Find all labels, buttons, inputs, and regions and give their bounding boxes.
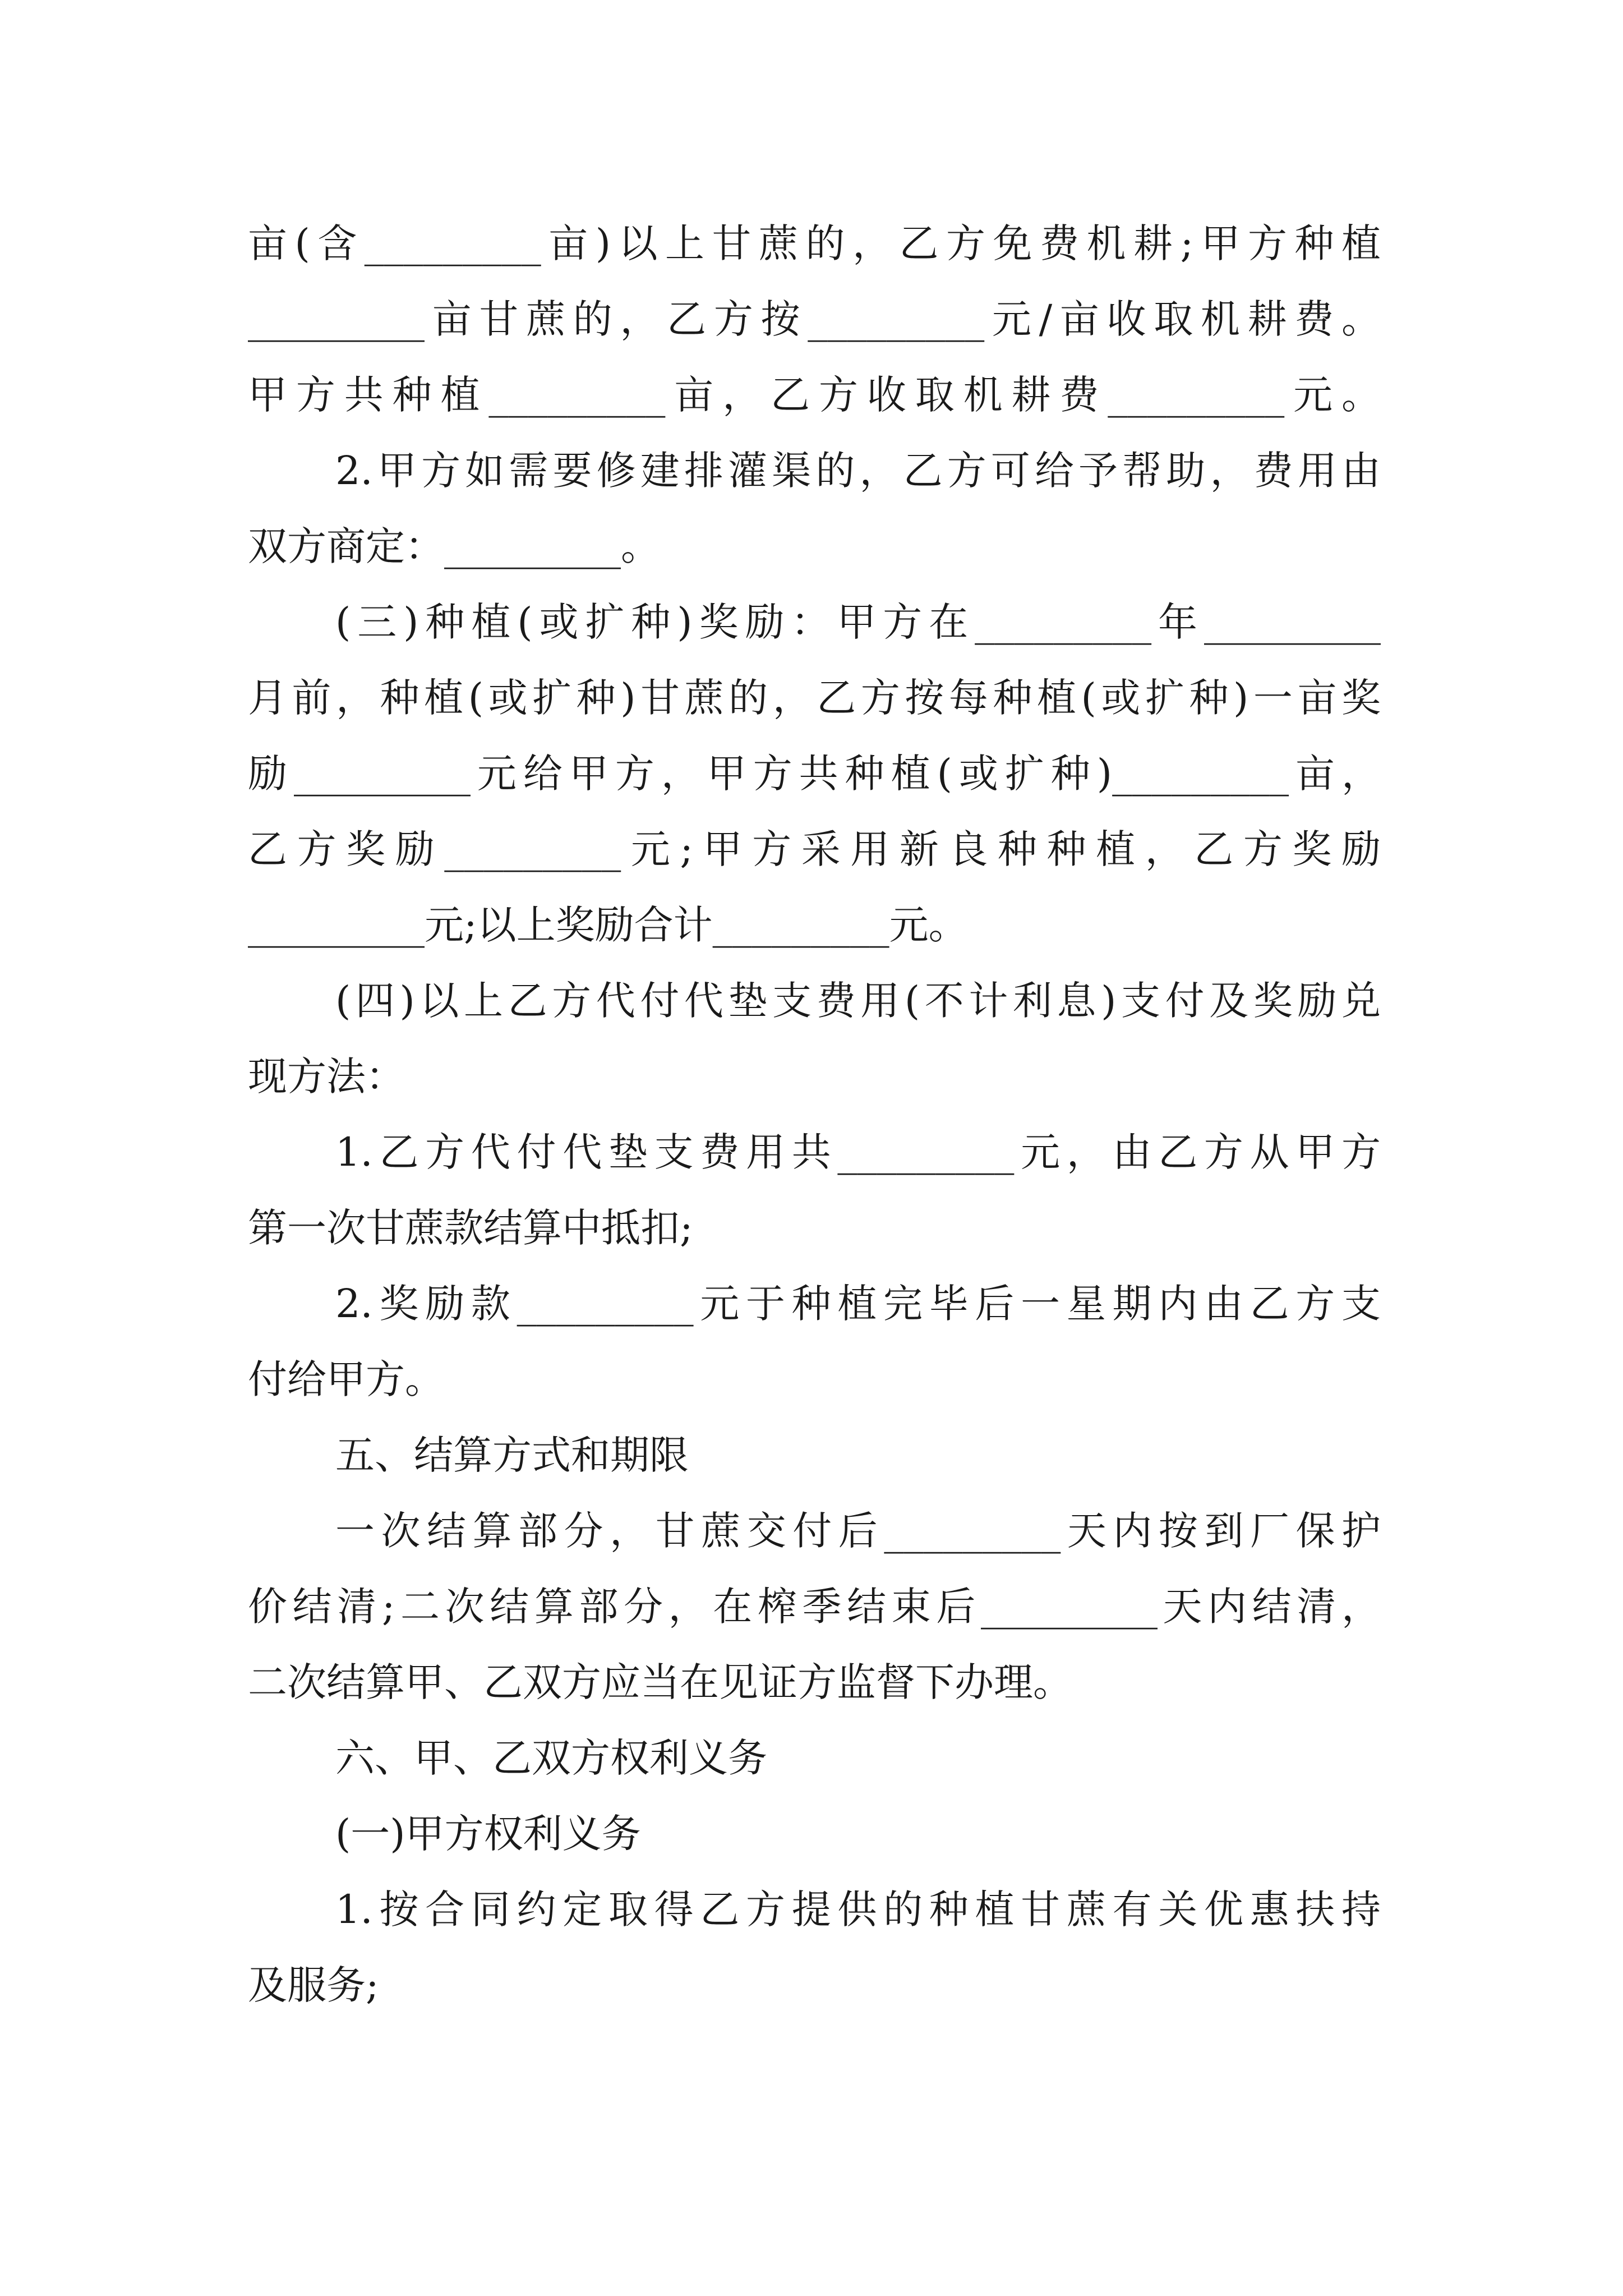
text-line: 现方法： [248, 1053, 405, 1099]
text-line: 一次结算部分，甘蔗交付后_________天内按到厂保护 [335, 1508, 1381, 1554]
text-line: 价结清;二次结算部分，在榨季结束后_________天内结清， [248, 1584, 1381, 1630]
text-line: 付给甲方。 [248, 1356, 444, 1402]
text-line: (四)以上乙方代付代垫支费用(不计利息)支付及奖励兑 [335, 978, 1381, 1024]
text-line: 甲方共种植_________亩，乙方收取机耕费_________元。 [248, 372, 1381, 418]
text-line: 亩(含_________亩)以上甘蔗的，乙方免费机耕;甲方种植 [248, 220, 1381, 266]
text-line: 励_________元给甲方，甲方共种植(或扩种)_________亩， [248, 751, 1381, 797]
text-line: 第一次甘蔗款结算中抵扣; [248, 1205, 693, 1251]
text-line: 月前，种植(或扩种)甘蔗的，乙方按每种植(或扩种)一亩奖 [248, 675, 1381, 721]
text-line: 1.乙方代付代垫支费用共_________元，由乙方从甲方 [335, 1129, 1381, 1175]
text-line: 1.按合同约定取得乙方提供的种植甘蔗有关优惠扶持 [335, 1887, 1381, 1932]
text-line: 双方商定：_________。 [248, 523, 660, 569]
text-line: 及服务; [248, 1962, 379, 2008]
section-heading: 五、结算方式和期限 [335, 1432, 689, 1478]
text-line: (三)种植(或扩种)奖励：甲方在_________年_________ [335, 599, 1381, 645]
text-line: 乙方奖励_________元;甲方采用新良种种植，乙方奖励 [248, 826, 1381, 872]
text-line: 2.奖励款_________元于种植完毕后一星期内由乙方支 [335, 1281, 1381, 1327]
text-line: 2.甲方如需要修建排灌渠的，乙方可给予帮助，费用由 [335, 448, 1381, 494]
text-line: _________元;以上奖励合计_________元。 [248, 902, 968, 948]
text-line: 二次结算甲、乙双方应当在见证方监督下办理。 [248, 1659, 1072, 1705]
section-heading: 六、甲、乙双方权利义务 [335, 1735, 767, 1781]
subsection-heading: (一)甲方权利义务 [335, 1811, 641, 1857]
text-line: _________亩甘蔗的，乙方按_________元/亩收取机耕费。 [248, 296, 1381, 342]
